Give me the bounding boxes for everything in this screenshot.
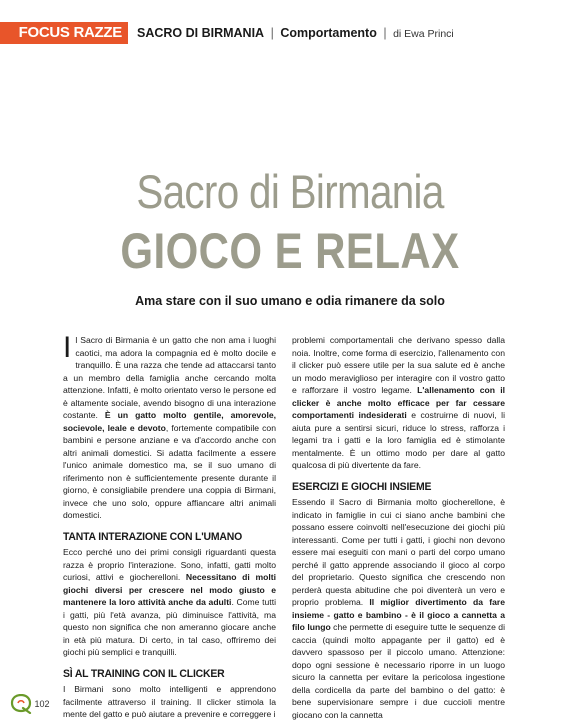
running-head-divider: |	[270, 26, 274, 40]
running-head-breed: SACRO DI BIRMANIA	[137, 26, 265, 40]
paragraph-interazione-text-2: . Come tutti i gatti, più l'età avanza, più diminuisce l'attività, ma questo non significa che non ameranno giocare anche in età più matura. Di certo, in tal caso, offriremo dei giochi più semplici e tranquilli.	[63, 597, 276, 657]
text-column-right	[292, 334, 505, 721]
paragraph-intro-text-2: , fortemente compatibile con bambini e persone anziane e va d'accordo anche con altri animali domestici. Si adatta facilmente a essere l'unico animale domestico ma, se il suo umano di riferimento non è sufficientemente presente durante il giorno, è consigliabile prendere una coppia di Birmani, invece che uno solo, oppure affiancare altri animali domestici.	[63, 422, 276, 520]
drop-cap: I	[63, 331, 72, 364]
paragraph-esercizi-text-2: che permette di eseguire tutte le sequenze di caccia (quindi molto appagante per il gatto) ed è davvero spassoso per il piccolo umano. Attenzione: dopo ogni sessione è necessario riporre in un luogo sicuro la cannetta per evitare la pericolosa ingestione della cordicella da parte del bambino o del gatto: è bene supervisionare sempre i due cuccioli mentre giocano con la cannetta	[292, 622, 505, 720]
running-head-section: Comportamento	[280, 26, 377, 40]
paragraph-clicker-cont-bold: L'allenamento con il clicker è anche molto efficace per far cessare comportamenti indesiderati	[292, 385, 505, 420]
subheading-interazione: TANTA INTERAZIONE CON L'UMANO	[63, 530, 243, 543]
page-number: 102	[34, 699, 50, 709]
page-header	[0, 22, 580, 44]
running-head	[137, 22, 454, 44]
paragraph-intro	[63, 331, 276, 522]
paragraph-intro-bold: È un gatto molto gentile, amorevole, socievole, leale e devoto	[63, 410, 276, 433]
paragraph-interazione	[63, 546, 276, 659]
page-folio	[10, 694, 49, 714]
paragraph-clicker-cont-text-2: e costruirne di nuovi, li aiuta pure a sentirsi sicuri, riduce lo stress, rafforza i legami tra i gatti e la loro famiglia ed è stimolante mentalmente. È un ottimo modo per dare al gatto qualcosa di più divertente da fare.	[292, 410, 505, 470]
paragraph-intro-text: l Sacro di Birmania è un gatto che non ama i luoghi caotici, ma adora la compagnia ed è molto docile e tranquillo. È una razza che tende ad attaccarsi tanto a un membro della famiglia anche cercando molta attenzione. Infatti, è molto orientato verso le persone ed è altamente sociale, avendo bisogno di una interazione costante.	[63, 335, 276, 420]
subheading-esercizi: ESERCIZI E GIOCHI INSIEME	[292, 480, 432, 493]
paragraph-clicker-cont	[292, 334, 505, 472]
article-subtitle: Ama stare con il suo umano e odia rimanere da solo	[135, 294, 445, 308]
paragraph-interazione-bold: Necessitano di molti giochi diversi per crescere nel modo giusto e mantenere la loro attività anche da adulti	[63, 572, 276, 607]
paragraph-esercizi-bold: Il miglior divertimento da fare insieme - gatto e bambino - è il gioco a cannetta a filo lungo	[292, 597, 505, 632]
section-tag: FOCUS RAZZE	[0, 22, 128, 44]
paragraph-esercizi	[292, 496, 505, 721]
paragraph-esercizi-text: Essendo il Sacro di Birmania molto giocherellone, è indicato in famiglie in cui ci siano anche bambini che possano essere coinvolti nell'esecuzione dei giochi più interessanti. Come per tutti i gatti, i giochi non devono essere mai eseguiti con mani o parti del corpo umano perché il gatto apprende associando il gioco al corpo del proprietario. Questo significa che crescendo non perderà questa abitudine che poi diventerà un vero e proprio problema.	[292, 497, 505, 607]
article-title: Sacro di Birmania	[136, 165, 444, 218]
paragraph-interazione-text: Ecco perché uno dei primi consigli riguardanti questa razza è proprio l'interazione. Sono, infatti, gatti molto curiosi, attivi e giocherelloni.	[63, 547, 276, 582]
running-head-author: di Ewa Princi	[393, 28, 454, 40]
magazine-logo-icon	[10, 694, 32, 714]
article-title-highlight: GIOCO E RELAX	[120, 223, 460, 279]
subheading-clicker: SÌ AL TRAINING CON IL CLICKER	[63, 667, 225, 680]
paragraph-clicker: I Birmani sono molto intelligenti e apprendono facilmente attraverso il training. Il clicker stimola la mente del gatto e può aiutare a prevenire e correggere i	[63, 684, 276, 719]
paragraph-clicker-cont-text: problemi comportamentali che derivano spesso dalla noia. Inoltre, come forma di esercizio, l'allenamento con il clicker può essere utile per la sua salute ed è anche un modo meraviglioso per interagire con il vostro gatto e rafforzare il vostro legame.	[292, 335, 505, 395]
running-head-divider-2: |	[383, 26, 387, 40]
text-column-left	[63, 331, 276, 721]
